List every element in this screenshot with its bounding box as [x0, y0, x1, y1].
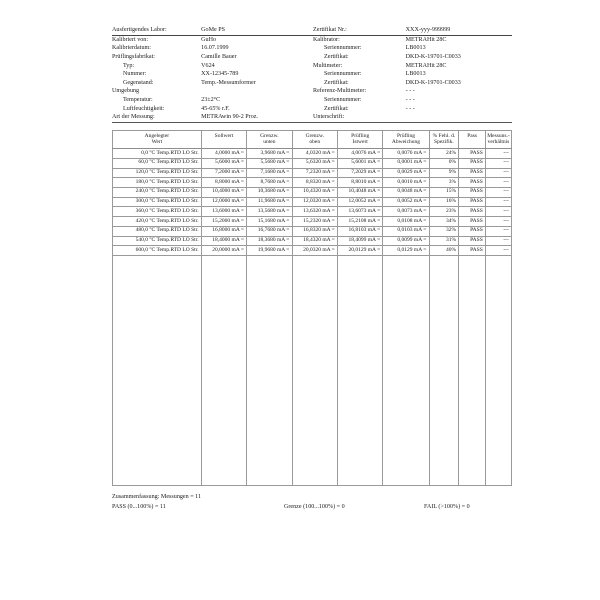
cell-r3-c0: 180,0 °C Temp.RTD LO Str.	[113, 178, 202, 188]
cell-r2-c2: 7,1680 mA =	[247, 168, 292, 178]
header-row	[112, 104, 512, 113]
header-left-value-0: GoMe PS	[201, 27, 226, 34]
table-row	[113, 246, 512, 256]
table-row	[113, 197, 512, 207]
cell-r7-c3: 15,2320 mA =	[292, 217, 337, 227]
cell-r2-c6: 9%	[429, 168, 459, 178]
header-left-label-5: Nummer:	[123, 71, 147, 78]
cell-r9-c8: ---	[485, 236, 511, 246]
column-header-line2-5: Abweichung	[391, 139, 421, 146]
cell-r4-c6: 15%	[429, 188, 459, 198]
column-header-line1-3: Grenzw.	[305, 132, 324, 139]
cell-r10-c6: 40%	[429, 246, 459, 256]
header-right-label-10: Unterschrift:	[313, 114, 345, 121]
summary-section	[112, 492, 512, 513]
cell-r6-c0: 360,0 °C Temp.RTD LO Str.	[113, 207, 202, 217]
header-right-label-6: Zertifikat:	[324, 79, 349, 86]
cell-r3-c6: 3%	[429, 178, 459, 188]
cell-r8-c0: 480,0 °C Temp.RTD LO Str.	[113, 226, 202, 236]
header-right-value-6: DKD-K-19701-C0033	[405, 79, 461, 86]
empty-cell-c4	[337, 256, 382, 486]
cell-r9-c3: 18,4320 mA =	[292, 236, 337, 246]
cell-r7-c1: 15,2000 mA =	[201, 217, 246, 227]
header-left-label-1: Kalibriert von:	[112, 36, 149, 43]
cell-r4-c2: 10,3680 mA =	[247, 188, 292, 198]
cell-r6-c8: ---	[485, 207, 511, 217]
header-left-value-3: Camille Bauer	[201, 54, 237, 61]
header-left-label-9: Luftfeuchtigkeit:	[123, 105, 165, 112]
cell-r8-c1: 16,8000 mA =	[201, 226, 246, 236]
column-header-line1-0: Angelegter	[144, 132, 170, 139]
header-left-label-8: Temperatur:	[123, 97, 153, 103]
cell-r10-c0: 600,0 °C Temp.RTD LO Str.	[113, 246, 202, 256]
header-left-value-7	[201, 87, 313, 96]
table-row	[113, 149, 512, 159]
header-left-value-8: 23±2°C	[201, 97, 221, 103]
measurement-table-head	[113, 130, 512, 149]
column-header-line2-2: unten	[263, 139, 276, 146]
column-header-line1-1: Sollwert	[214, 132, 234, 139]
column-header-line1-6: % Fehl. d.	[432, 132, 456, 139]
cell-r3-c5: 0,0010 mA =	[383, 178, 429, 188]
header-right-value-1: METRAHit 28C	[405, 36, 447, 43]
table-empty-area	[113, 256, 512, 486]
cell-r2-c1: 7,2000 mA =	[201, 168, 246, 178]
header-right-label-4: Multimeter:	[313, 62, 343, 69]
measurement-table-wrapper	[112, 130, 512, 486]
header-left-label-6: Gegenstand:	[123, 79, 154, 86]
cell-r0-c0: 0,0 °C Temp.RTD LO Str.	[113, 149, 202, 159]
cell-r2-c3: 7,2320 mA =	[292, 168, 337, 178]
header-right-label-1: Kalibrator:	[313, 36, 340, 43]
header-row	[112, 26, 512, 35]
header-right-label-7: Referenz-Multimeter:	[313, 88, 367, 95]
cell-r6-c4: 13,6073 mA =	[337, 207, 382, 217]
cell-r2-c8: ---	[485, 168, 511, 178]
cell-r0-c2: 3,9680 mA =	[247, 149, 292, 159]
header-left-label-4: Typ:	[123, 62, 135, 69]
measurement-table	[112, 130, 512, 486]
empty-cell-c7	[459, 256, 486, 486]
column-header-line1-4: Prüfling	[351, 132, 370, 139]
cell-r8-c3: 16,8320 mA =	[292, 226, 337, 236]
header-right-value-7: - - -	[405, 88, 415, 95]
column-header-1	[201, 130, 246, 149]
empty-cell-c3	[292, 256, 337, 486]
header-left-label-10: Art der Messung:	[112, 114, 155, 121]
cell-r5-c5: 0,0052 mA =	[383, 197, 429, 207]
column-header-line2-0: Wert	[151, 139, 163, 146]
cell-r5-c1: 12,0000 mA =	[201, 197, 246, 207]
cell-r0-c3: 4,0320 mA =	[292, 149, 337, 159]
cell-r7-c0: 420,0 °C Temp.RTD LO Str.	[113, 217, 202, 227]
column-header-line1-7: Pass	[467, 132, 477, 139]
cell-r10-c2: 19,9680 mA =	[247, 246, 292, 256]
header-right-value-10	[406, 113, 512, 122]
cell-r9-c0: 540,0 °C Temp.RTD LO Str.	[113, 236, 202, 246]
cell-r10-c5: 0,0129 mA =	[383, 246, 429, 256]
cell-r1-c7: PASS	[459, 158, 486, 168]
cell-r10-c7: PASS	[459, 246, 486, 256]
header-left-value-9: 45-65% r.F.	[201, 105, 230, 112]
table-row	[113, 178, 512, 188]
header-right-label-3: Zertifikat:	[324, 54, 349, 61]
cell-r8-c6: 32%	[429, 226, 459, 236]
table-row	[113, 207, 512, 217]
column-header-line2-4: Istwert	[352, 139, 368, 146]
cell-r6-c1: 13,6000 mA =	[201, 207, 246, 217]
cell-r1-c8: ---	[485, 158, 511, 168]
cell-r9-c2: 18,3680 mA =	[247, 236, 292, 246]
cell-r10-c8: ---	[485, 246, 511, 256]
cell-r9-c7: PASS	[459, 236, 486, 246]
cell-r4-c3: 10,4320 mA =	[292, 188, 337, 198]
cell-r10-c4: 20,0129 mA =	[337, 246, 382, 256]
cell-r0-c6: 24%	[429, 149, 459, 159]
cell-r9-c1: 18,4000 mA =	[201, 236, 246, 246]
cell-r5-c7: PASS	[459, 197, 486, 207]
column-header-2	[247, 130, 292, 149]
column-header-8	[485, 130, 511, 149]
header-row	[112, 79, 512, 88]
header-right-label-9: Zertifikat:	[324, 105, 349, 112]
header-left-value-6: Temp.-Messumformer	[201, 79, 256, 86]
cell-r3-c7: PASS	[459, 178, 486, 188]
header-left-value-2: 16.07.1999	[201, 45, 229, 52]
cell-r3-c1: 8,8000 mA =	[201, 178, 246, 188]
cell-r8-c4: 16,8103 mA =	[337, 226, 382, 236]
cell-r9-c5: 0,0099 mA =	[383, 236, 429, 246]
header-right-value-4: METRAHit 28C	[405, 62, 447, 69]
cell-r5-c6: 16%	[429, 197, 459, 207]
summary-counts-row	[112, 502, 512, 513]
cell-r10-c3: 20,0320 mA =	[292, 246, 337, 256]
header-left-label-0: Ausfertigendes Labor:	[112, 27, 167, 34]
cell-r2-c5: 0,0029 mA =	[383, 168, 429, 178]
header-left-value-5: XX-12345-789	[201, 71, 239, 78]
cell-r6-c7: PASS	[459, 207, 486, 217]
cell-r1-c6: 0%	[429, 158, 459, 168]
cell-r4-c5: 0,0048 mA =	[383, 188, 429, 198]
cell-r7-c4: 15,2108 mA =	[337, 217, 382, 227]
table-row	[113, 226, 512, 236]
cell-r1-c2: 5,5680 mA =	[247, 158, 292, 168]
header-row	[112, 44, 512, 53]
header-right-value-2: LB0013	[405, 45, 426, 52]
column-header-line1-2: Grenzw.	[260, 132, 279, 139]
cell-r1-c1: 5,6000 mA =	[201, 158, 246, 168]
table-row	[113, 158, 512, 168]
cell-r1-c4: 5,6001 mA =	[337, 158, 382, 168]
header-right-label-2: Seriennummer:	[324, 45, 362, 52]
cell-r9-c4: 18,4099 mA =	[337, 236, 382, 246]
column-header-5	[383, 130, 429, 149]
cell-r3-c3: 8,8320 mA =	[292, 178, 337, 188]
cell-r5-c3: 12,0320 mA =	[292, 197, 337, 207]
table-header-row	[113, 130, 512, 149]
column-header-0	[113, 130, 202, 149]
cell-r6-c5: 0,0073 mA =	[383, 207, 429, 217]
header-left-label-7: Umgebung	[112, 88, 140, 95]
header-row	[112, 113, 512, 122]
column-header-7	[459, 130, 486, 149]
cell-r0-c1: 4,0000 mA =	[201, 149, 246, 159]
cell-r1-c3: 5,6320 mA =	[292, 158, 337, 168]
cell-r1-c5: 0,0001 mA =	[383, 158, 429, 168]
column-header-line1-8: Messuns.-	[487, 132, 510, 139]
cell-r4-c1: 10,4000 mA =	[201, 188, 246, 198]
cell-r3-c4: 8,8010 mA =	[337, 178, 382, 188]
cell-r2-c0: 120,0 °C Temp.RTD LO Str.	[113, 168, 202, 178]
cell-r4-c8: ---	[485, 188, 511, 198]
cell-r7-c7: PASS	[459, 217, 486, 227]
table-row	[113, 188, 512, 198]
column-header-line1-5: Prüfling	[396, 132, 415, 139]
summary-pass-count: PASS (0...100%) = 11	[112, 504, 166, 511]
cell-r6-c3: 13,6320 mA =	[292, 207, 337, 217]
header-right-label-8: Seriennummer:	[324, 97, 362, 103]
header-row	[112, 96, 512, 105]
cell-r4-c7: PASS	[459, 188, 486, 198]
cell-r3-c2: 8,7680 mA =	[247, 178, 292, 188]
summary-limit-count: Grenze (100...100%) = 0	[284, 504, 345, 511]
cell-r2-c4: 7,2029 mA =	[337, 168, 382, 178]
cell-r0-c5: 0,0076 mA =	[383, 149, 429, 159]
header-left-label-3: Prüflingsfabrikat:	[112, 54, 155, 61]
empty-cell-c1	[201, 256, 246, 486]
cell-r5-c8: ---	[485, 197, 511, 207]
cell-r9-c6: 31%	[429, 236, 459, 246]
measurement-table-body	[113, 149, 512, 486]
header-bottom-divider	[112, 122, 512, 123]
header-right-label-0: Zertifikat Nr.:	[313, 27, 347, 34]
header-right-value-0: XXX-yyy-999999	[405, 27, 451, 34]
header-right-label-5: Seriennummer:	[324, 71, 362, 78]
cell-r5-c2: 11,9680 mA =	[247, 197, 292, 207]
cell-r8-c8: ---	[485, 226, 511, 236]
cell-r7-c2: 15,1680 mA =	[247, 217, 292, 227]
empty-cell-c6	[429, 256, 459, 486]
cell-r7-c8: ---	[485, 217, 511, 227]
header-left-label-2: Kalibrierdatum:	[112, 45, 151, 52]
cell-r0-c8: ---	[485, 149, 511, 159]
cell-r2-c7: PASS	[459, 168, 486, 178]
header-right-value-9: - - -	[405, 105, 415, 112]
cell-r6-c2: 13,5680 mA =	[247, 207, 292, 217]
header-left-value-4: V624	[201, 62, 215, 69]
cell-r4-c0: 240,0 °C Temp.RTD LO Str.	[113, 188, 202, 198]
cell-r1-c0: 60,0 °C Temp.RTD LO Str.	[113, 158, 202, 168]
cell-r8-c5: 0,0103 mA =	[383, 226, 429, 236]
cell-r7-c6: 34%	[429, 217, 459, 227]
cell-r5-c0: 300,0 °C Temp.RTD LO Str.	[113, 197, 202, 207]
header-left-value-10: METRAwin 90-2 Proz.	[201, 114, 258, 121]
column-header-line2-3: oben	[309, 139, 321, 146]
empty-cell-c5	[383, 256, 429, 486]
header-row	[112, 87, 512, 96]
header-row	[112, 53, 512, 62]
cell-r6-c6: 23%	[429, 207, 459, 217]
cell-r8-c7: PASS	[459, 226, 486, 236]
column-header-3	[292, 130, 337, 149]
empty-cell-c2	[247, 256, 292, 486]
table-row	[113, 236, 512, 246]
cell-r0-c7: PASS	[459, 149, 486, 159]
empty-cell-c8	[485, 256, 511, 486]
summary-title: Zusammenfassung: Messungen = 11	[112, 493, 202, 500]
cell-r7-c5: 0,0108 mA =	[383, 217, 429, 227]
column-header-line2-8: verhältnis	[487, 139, 510, 146]
column-header-6	[429, 130, 459, 149]
cell-r0-c4: 4,0076 mA =	[337, 149, 382, 159]
header-bottom-divider-line	[112, 122, 512, 123]
header-row	[112, 70, 512, 79]
header-row	[112, 61, 512, 70]
cell-r5-c4: 12,0052 mA =	[337, 197, 382, 207]
header-right-value-8: - - -	[405, 97, 415, 103]
cell-r3-c8: ---	[485, 178, 511, 188]
summary-fail-count: FAIL (>100%) = 0	[424, 504, 470, 511]
header-right-value-3: DKD-K-19701-C0033	[405, 54, 461, 61]
cell-r8-c2: 16,7680 mA =	[247, 226, 292, 236]
header-right-value-5: LB0013	[405, 71, 426, 78]
header-row	[112, 36, 512, 45]
cell-r4-c4: 10,4048 mA =	[337, 188, 382, 198]
certificate-header	[112, 26, 512, 123]
cell-r10-c1: 20,0000 mA =	[201, 246, 246, 256]
empty-cell-c0	[113, 256, 202, 486]
table-row	[113, 217, 512, 227]
column-header-line2-6: Spezifik.	[434, 139, 454, 146]
column-header-4	[337, 130, 382, 149]
header-left-value-1: GuHo	[201, 36, 217, 43]
table-row	[113, 168, 512, 178]
